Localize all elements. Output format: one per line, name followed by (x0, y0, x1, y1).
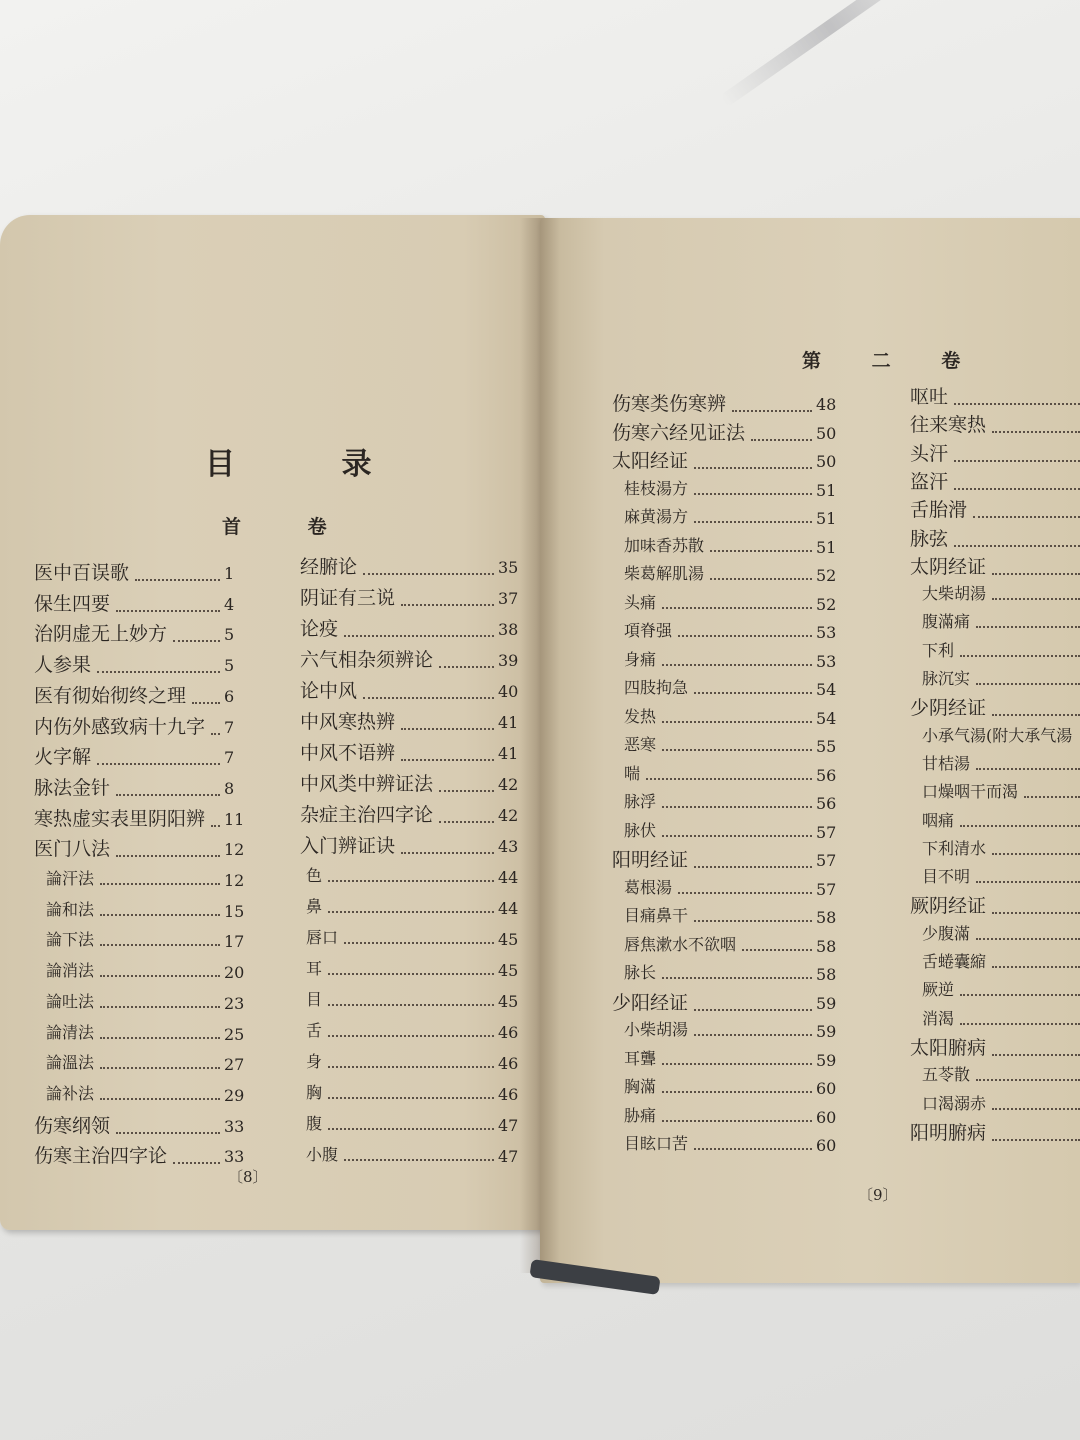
toc-leader-dots (192, 702, 220, 704)
toc-leader-dots (694, 920, 812, 922)
toc-entry-label: 腹 (306, 1114, 323, 1133)
toc-page-number: 59 (816, 1050, 837, 1070)
toc-page-number: 1 (224, 564, 235, 583)
toc-leader-dots (662, 977, 812, 979)
toc-entry-label: 人参果 (34, 654, 92, 677)
toc-leader-dots (97, 763, 220, 765)
toc-leader-dots (363, 573, 494, 575)
toc-entry-label: 脉法金针 (34, 776, 111, 799)
toc-entry-label: 往来寒热 (910, 414, 987, 437)
toc-page-number: 11 (224, 809, 245, 829)
toc-entry-label: 伤寒纲领 (34, 1114, 111, 1137)
toc-entry-label: 厥逆 (922, 980, 955, 1000)
toc-page-number: 42 (498, 806, 519, 825)
toc-page-number: 48 (816, 395, 837, 414)
toc-entry-label: 目 (306, 990, 323, 1009)
toc-leader-dots (992, 431, 1080, 433)
toc-leader-dots (211, 733, 220, 735)
toc-entry-label: 口渴溺赤 (922, 1093, 987, 1113)
toc-page-number: 55 (816, 737, 837, 756)
toc-leader-dots (751, 439, 812, 441)
toc-entry-label: 脉沉实 (922, 669, 971, 688)
toc-entry-label: 阴证有三说 (300, 587, 396, 609)
toc-entry-label: 四肢拘急 (624, 678, 689, 697)
toc-entry-label: 论中风 (300, 680, 358, 702)
toc-leader-dots (173, 640, 220, 642)
toc-entry-label: 麻黄湯方 (624, 507, 689, 526)
section-heading-vol-two: 第 二 卷 (802, 350, 983, 372)
toc-page-number: 33 (224, 1147, 245, 1167)
toc-leader-dots (363, 697, 494, 699)
toc-entry-label: 杂症主治四字论 (300, 804, 434, 826)
toc-leader-dots (328, 1004, 494, 1006)
toc-entry-label: 目痛鼻干 (624, 906, 689, 925)
right-page-number: 〔9〕 (858, 1186, 898, 1204)
toc-entry-label: 太阳经证 (612, 450, 689, 472)
toc-leader-dots (439, 790, 494, 792)
toc-page-number: 46 (498, 1054, 519, 1073)
toc-leader-dots (97, 671, 220, 673)
toc-entry-label: 喘 (624, 763, 641, 783)
toc-page-number: 4 (224, 594, 235, 614)
toc-entry-label: 火字解 (34, 746, 92, 769)
toc-page-number: 42 (498, 775, 519, 794)
toc-page-number: 7 (224, 717, 235, 737)
toc-entry-label: 脉弦 (910, 527, 949, 550)
toc-entry-label: 鼻 (306, 897, 323, 916)
toc-entry-label: 甘桔湯 (922, 753, 971, 773)
section-heading-vol-first: 首 卷 (222, 516, 357, 538)
toc-page-number: 47 (498, 1116, 519, 1135)
toc-leader-dots (694, 1009, 812, 1011)
toc-page-number: 51 (816, 480, 837, 500)
toc-leader-dots (954, 403, 1080, 405)
toc-leader-dots (439, 666, 494, 668)
toc-leader-dots (954, 545, 1080, 547)
toc-leader-dots (742, 949, 812, 951)
toc-leader-dots (973, 516, 1080, 518)
toc-leader-dots (116, 610, 220, 612)
toc-page-number: 52 (816, 566, 837, 585)
toc-entry-label: 加味香苏散 (624, 535, 705, 555)
toc-leader-dots (662, 664, 812, 666)
toc-page-number: 46 (498, 1023, 519, 1042)
toc-entry-label: 唇焦漱水不欲咽 (624, 934, 737, 954)
toc-leader-dots (100, 975, 220, 977)
toc-entry-label: 舌 (306, 1021, 323, 1040)
toc-page-number: 59 (816, 1022, 837, 1041)
toc-leader-dots (992, 714, 1080, 716)
toc-entry-label: 論汗法 (46, 869, 95, 888)
toc-entry-label: 論溫法 (46, 1053, 95, 1073)
toc-page-number: 58 (816, 908, 837, 927)
toc-page-number: 54 (816, 680, 837, 699)
toc-leader-dots (328, 911, 494, 913)
toc-leader-dots (976, 768, 1080, 770)
toc-entry-label: 医有彻始彻终之理 (34, 684, 187, 707)
toc-entry-label: 脉浮 (624, 792, 657, 811)
toc-entry-label: 治阴虚无上妙方 (34, 623, 168, 646)
toc-page-number: 59 (816, 993, 837, 1013)
toc-leader-dots (732, 410, 812, 412)
toc-leader-dots (344, 942, 494, 944)
toc-page-number: 20 (224, 963, 245, 983)
toc-entry-label: 身痛 (624, 649, 657, 669)
toc-leader-dots (328, 1128, 494, 1130)
toc-leader-dots (439, 821, 494, 823)
toc-entry-label: 内伤外感致病十九字 (34, 715, 206, 738)
toc-entry-label: 葛根湯 (624, 877, 673, 897)
toc-leader-dots (344, 635, 494, 637)
toc-page-number: 56 (816, 794, 837, 813)
toc-leader-dots (328, 973, 494, 975)
toc-leader-dots (662, 607, 812, 609)
toc-leader-dots (710, 578, 812, 580)
toc-page-number: 12 (224, 871, 245, 890)
toc-page-number: 40 (498, 682, 519, 701)
toc-entry-label: 論吐法 (46, 991, 95, 1011)
toc-page-number: 35 (498, 558, 519, 577)
toc-leader-dots (646, 778, 812, 780)
toc-page-number: 45 (498, 961, 519, 980)
toc-entry-label: 胸 (306, 1083, 323, 1102)
toc-page-number: 60 (816, 1107, 837, 1127)
toc-leader-dots (976, 626, 1080, 628)
toc-leader-dots (694, 521, 812, 523)
toc-leader-dots (100, 944, 220, 946)
toc-leader-dots (954, 460, 1080, 462)
toc-page-number: 15 (224, 901, 245, 921)
toc-page-number: 53 (816, 623, 837, 642)
toc-entry-label: 論清法 (46, 1022, 95, 1042)
toc-page-number: 7 (224, 748, 235, 768)
toc-page-number: 39 (498, 651, 519, 670)
toc-page-number: 46 (498, 1085, 519, 1104)
toc-page-number: 25 (224, 1024, 245, 1044)
toc-entry-label: 論消法 (46, 961, 95, 981)
toc-leader-dots (694, 467, 812, 469)
toc-leader-dots (960, 1023, 1080, 1025)
toc-page-number: 57 (816, 851, 837, 870)
toc-page-number: 41 (498, 713, 519, 732)
toc-leader-dots (976, 881, 1080, 883)
toc-entry-label: 小腹 (306, 1145, 339, 1164)
toc-entry-label: 下利 (922, 640, 955, 660)
toc-leader-dots (992, 912, 1080, 914)
toc-entry-label: 論补法 (46, 1083, 95, 1103)
toc-entry-label: 阳明经证 (612, 849, 689, 871)
toc-entry-label: 桂枝湯方 (624, 478, 689, 498)
toc-leader-dots (100, 914, 220, 916)
toc-entry-label: 耳 (306, 959, 323, 978)
toc-leader-dots (401, 759, 494, 761)
toc-leader-dots (100, 1067, 220, 1069)
toc-entry-label: 头痛 (624, 592, 657, 612)
toc-leader-dots (678, 892, 812, 894)
toc-entry-label: 中风不语辨 (300, 742, 396, 764)
toc-page-number: 27 (224, 1055, 245, 1075)
toc-leader-dots (976, 683, 1080, 685)
toc-page-number: 37 (498, 589, 519, 608)
toc-leader-dots (954, 488, 1080, 490)
toc-leader-dots (992, 853, 1080, 855)
toc-leader-dots (100, 1098, 220, 1100)
toc-leader-dots (694, 493, 812, 495)
toc-page-number: 44 (498, 899, 519, 918)
toc-leader-dots (328, 1035, 494, 1037)
toc-page-number: 17 (224, 932, 245, 952)
toc-entry-label: 六气相杂须辨论 (300, 649, 434, 671)
toc-entry-label: 经腑论 (300, 556, 358, 578)
toc-page-number: 60 (816, 1079, 837, 1098)
toc-page-number: 57 (816, 879, 837, 899)
toc-entry-label: 发热 (624, 706, 657, 726)
toc-entry-label: 保生四要 (34, 592, 111, 615)
toc-leader-dots (116, 794, 220, 796)
toc-leader-dots (116, 1132, 220, 1134)
toc-leader-dots (992, 598, 1080, 600)
toc-page-number: 47 (498, 1147, 519, 1166)
toc-entry-label: 太阴经证 (910, 555, 987, 578)
toc-leader-dots (992, 573, 1080, 575)
toc-page-number: 45 (498, 930, 519, 949)
toc-entry-label: 咽痛 (922, 810, 955, 830)
toc-page-number: 50 (816, 423, 837, 443)
toc-entry-label: 中风类中辨证法 (300, 773, 434, 795)
toc-entry-label: 头汗 (910, 442, 949, 465)
toc-page-number: 5 (224, 625, 235, 645)
toc-page-number: 5 (224, 656, 235, 676)
toc-entry-label: 大柴胡湯 (922, 584, 987, 604)
toc-entry-label: 消渴 (922, 1008, 955, 1028)
toc-entry-label: 身 (306, 1052, 323, 1071)
toc-leader-dots (960, 655, 1080, 657)
toc-entry-label: 少阴经证 (910, 697, 987, 720)
left-page-number: 〔8〕 (228, 1168, 268, 1186)
toc-leader-dots (401, 852, 494, 854)
toc-leader-dots (344, 1159, 494, 1161)
toc-leader-dots (960, 825, 1080, 827)
toc-entry-label: 胁痛 (624, 1105, 657, 1125)
toc-entry-label: 伤寒六经见证法 (612, 421, 746, 444)
toc-entry-label: 恶寒 (624, 735, 657, 754)
toc-entry-label: 舌蜷囊縮 (922, 952, 987, 971)
book-gutter (520, 218, 560, 1273)
toc-entry-label: 腹滿痛 (922, 612, 971, 632)
toc-entry-label: 項脊强 (624, 621, 673, 640)
toc-entry-label: 论疫 (300, 618, 339, 640)
toc-leader-dots (116, 855, 220, 857)
toc-entry-label: 五苓散 (922, 1065, 971, 1085)
toc-entry-label: 伤寒类伤寒辨 (612, 393, 727, 415)
toc-entry-label: 目眩口苦 (624, 1134, 689, 1153)
toc-entry-label: 小承气湯(附大承气湯 (922, 725, 1073, 745)
toc-leader-dots (135, 579, 220, 581)
toc-page-number: 43 (498, 837, 519, 856)
toc-page-number: 23 (224, 993, 245, 1013)
toc-entry-label: 医门八法 (34, 838, 111, 861)
toc-leader-dots (960, 994, 1080, 996)
toc-page-number: 58 (816, 936, 837, 956)
toc-entry-label: 唇口 (306, 928, 339, 947)
toc-leader-dots (976, 938, 1080, 940)
toc-leader-dots (992, 1139, 1080, 1141)
toc-entry-label: 色 (306, 866, 323, 885)
toc-page-number: 29 (224, 1085, 245, 1105)
toc-leader-dots (694, 692, 812, 694)
toc-page-number: 56 (816, 765, 837, 785)
toc-page-number: 57 (816, 822, 837, 842)
toc-entry-label: 胸滿 (624, 1077, 657, 1096)
toc-leader-dots (662, 749, 812, 751)
toc-page-number: 58 (816, 965, 837, 984)
toc-leader-dots (662, 721, 812, 723)
toc-leader-dots (662, 1091, 812, 1093)
toc-entry-label: 目不明 (922, 867, 971, 887)
toc-entry-label: 下利清水 (922, 838, 987, 858)
toc-entry-label: 少阳经证 (612, 991, 689, 1014)
toc-entry-label: 伤寒主治四字论 (34, 1145, 168, 1168)
toc-entry-label: 太阳腑病 (910, 1036, 987, 1059)
toc-leader-dots (662, 1063, 812, 1065)
toc-leader-dots (662, 835, 812, 837)
toc-page-number: 51 (816, 537, 837, 557)
toc-leader-dots (328, 1097, 494, 1099)
toc-leader-dots (662, 1120, 812, 1122)
toc-leader-dots (992, 1108, 1080, 1110)
toc-page-number: 6 (224, 686, 235, 706)
toc-entry-label: 厥阴经证 (910, 895, 987, 918)
toc-entry-label: 小柴胡湯 (624, 1020, 689, 1039)
toc-page-number: 52 (816, 594, 837, 614)
toc-leader-dots (100, 1037, 220, 1039)
toc-entry-label: 寒热虚实表里阴阳辨 (34, 807, 206, 830)
toc-entry-label: 論和法 (46, 899, 95, 919)
toc-page-number: 60 (816, 1136, 837, 1155)
toc-page-number: 44 (498, 868, 519, 887)
toc-leader-dots (100, 1006, 220, 1008)
toc-page-number: 45 (498, 992, 519, 1011)
toc-page-number: 41 (498, 744, 519, 763)
toc-entry-label: 脉长 (624, 963, 657, 982)
toc-entry-label: 医中百误歌 (34, 562, 130, 584)
toc-leader-dots (992, 1054, 1080, 1056)
toc-leader-dots (694, 1034, 812, 1036)
toc-page-number: 54 (816, 708, 837, 728)
toc-page-number: 12 (224, 840, 245, 860)
toc-page-number: 8 (224, 778, 235, 798)
toc-leader-dots (1024, 796, 1080, 798)
toc-entry-label: 脉伏 (624, 820, 657, 840)
toc-page-number: 33 (224, 1116, 245, 1136)
toc-page-number: 50 (816, 452, 837, 471)
toc-leader-dots (694, 866, 812, 868)
toc-entry-label: 口燥咽干而渴 (922, 782, 1019, 802)
toc-entry-label: 阳明腑病 (910, 1121, 987, 1144)
toc-entry-label: 舌胎滑 (910, 499, 968, 522)
toc-leader-dots (401, 604, 494, 606)
toc-leader-dots (976, 1079, 1080, 1081)
toc-entry-label: 少腹滿 (922, 923, 971, 943)
toc-entry-label: 柴葛解肌湯 (624, 564, 705, 583)
toc-leader-dots (328, 1066, 494, 1068)
toc-leader-dots (211, 825, 220, 827)
toc-page-number: 53 (816, 651, 837, 671)
toc-entry-label: 入门辨证诀 (300, 835, 396, 857)
toc-entry-label: 盗汗 (910, 470, 949, 493)
toc-leader-dots (694, 1148, 812, 1150)
toc-leader-dots (100, 883, 220, 885)
toc-leader-dots (992, 966, 1080, 968)
toc-leader-dots (678, 635, 812, 637)
toc-entry-label: 中风寒热辨 (300, 711, 396, 733)
toc-leader-dots (401, 728, 494, 730)
toc-leader-dots (328, 880, 494, 882)
toc-leader-dots (710, 550, 812, 552)
toc-leader-dots (662, 806, 812, 808)
toc-leader-dots (173, 1162, 220, 1164)
toc-title: 目 录 (205, 447, 420, 482)
toc-page-number: 38 (498, 620, 519, 639)
toc-entry-label: 呕吐 (910, 386, 949, 408)
toc-page-number: 51 (816, 509, 837, 528)
toc-entry-label: 論下法 (46, 930, 95, 950)
toc-entry-label: 耳聾 (624, 1048, 657, 1068)
